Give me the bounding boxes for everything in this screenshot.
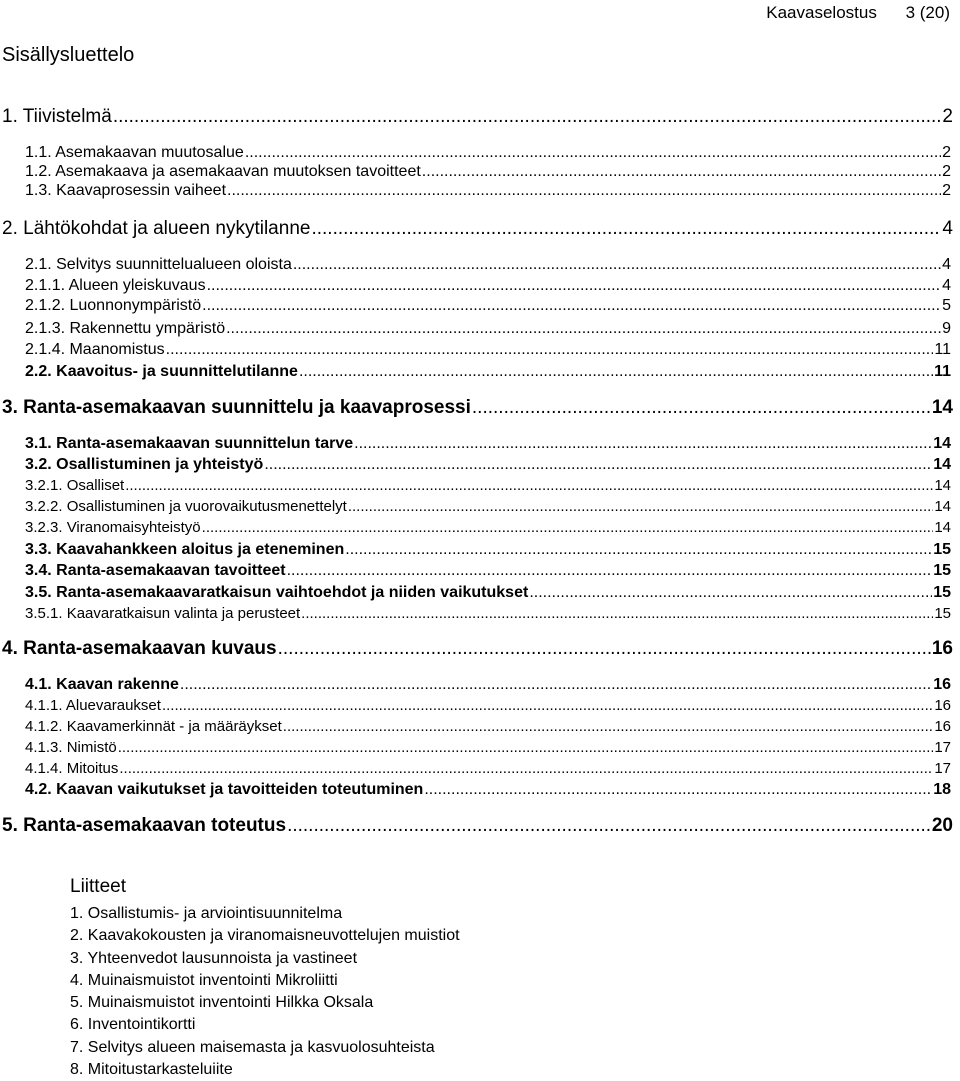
toc-title: Sisällysluettelo: [2, 44, 135, 66]
toc-entry[interactable]: 3.5.1. Kaavaratkaisun valinta ja perusteet ..... 15: [25, 605, 951, 622]
appendix-list: [70, 903, 460, 1081]
toc-entry[interactable]: 4.1.4. Mitoitus ..... 17: [25, 760, 951, 777]
toc-entry[interactable]: 3.2.2. Osallistuminen ja vuorovaikutusmenettelyt ..... 14: [25, 498, 951, 515]
list-item: 4. Muinaismuistot inventointi Mikroliitti: [70, 971, 338, 989]
toc-entry[interactable]: 4.2. Kaavan vaikutukset ja tavoitteiden toteutuminen ..... 18: [25, 781, 951, 799]
toc-entry[interactable]: 4.1.1. Aluevaraukset ..... 16: [25, 697, 951, 714]
toc-entry[interactable]: 3.3. Kaavahankkeen aloitus ja eteneminen ..... 15: [25, 541, 951, 559]
toc-entry[interactable]: 3.2.3. Viranomaisyhteistyö ..... 14: [25, 519, 951, 536]
list-item: 1. Osallistumis- ja arviointisuunnitelma: [70, 905, 343, 922]
list-item: 5. Muinaismuistot inventointi Hilkka Oksala: [70, 994, 374, 1012]
toc-entry[interactable]: 3.2.1. Osalliset ..... 14: [25, 477, 951, 494]
toc-entry[interactable]: 2.2. Kaavoitus- ja suunnittelutilanne ..... 11: [25, 363, 951, 381]
toc-entry[interactable]: 3.1. Ranta-asemakaavan suunnittelun tarve ..... 14: [25, 435, 951, 453]
toc-entry[interactable]: 2. Lähtökohdat ja alueen nykytilanne ..... 4: [2, 218, 953, 240]
toc-entry[interactable]: 3.4. Ranta-asemakaavan tavoitteet ..... 15: [25, 562, 951, 580]
list-item: 6. Inventointikortti: [70, 1016, 196, 1034]
toc-entry[interactable]: 1.1. Asemakaavan muutosalue ..... 2: [25, 144, 951, 162]
toc-entry[interactable]: 5. Ranta-asemakaavan toteutus ..... 20: [2, 815, 953, 837]
toc-entry[interactable]: 4. Ranta-asemakaavan kuvaus ..... 16: [2, 638, 953, 660]
toc-entry[interactable]: 2.1.1. Alueen yleiskuvaus ..... 4: [25, 277, 951, 295]
list-item: 2. Kaavakokousten ja viranomaisneuvottelujen muistiot: [70, 927, 460, 945]
toc-entry[interactable]: 2.1.2. Luonnonympäristö ..... 5: [25, 297, 951, 315]
toc-entry[interactable]: 1.3. Kaavaprosessin vaiheet ..... 2: [25, 182, 951, 200]
toc-entry[interactable]: 2.1.4. Maanomistus ..... 11: [25, 341, 951, 359]
list-item: 8. Mitoitustarkasteluiite: [70, 1061, 233, 1079]
toc-entry[interactable]: 1. Tiivistelmä ..... 2: [2, 106, 953, 128]
toc-entry[interactable]: 4.1.2. Kaavamerkinnät - ja määräykset ..... 16: [25, 718, 951, 735]
page-header: [766, 3, 950, 23]
list-item: 7. Selvitys alueen maisemasta ja kasvuolosuhteista: [70, 1038, 435, 1056]
appendix-title: Liitteet: [70, 876, 126, 897]
toc-entry[interactable]: 3. Ranta-asemakaavan suunnittelu ja kaavaprosessi ..... 14: [2, 397, 953, 419]
page-number: 3 (20): [905, 3, 950, 22]
toc-entry[interactable]: 3.5. Ranta-asemakaavaratkaisun vaihtoehdot ja niiden vaikutukset ..... 15: [25, 584, 951, 602]
toc-entry[interactable]: 3.2. Osallistuminen ja yhteistyö ..... 14: [25, 456, 951, 474]
toc-entry[interactable]: 2.1. Selvitys suunnittelualueen oloista ..... 4: [25, 256, 951, 274]
toc-entry[interactable]: 2.1.3. Rakennettu ympäristö ..... 9: [25, 320, 951, 338]
toc-entry[interactable]: 4.1. Kaavan rakenne ..... 16: [25, 676, 951, 694]
list-item: 3. Yhteenvedot lausunnoista ja vastineet: [70, 949, 358, 967]
document-title: Kaavaselostus: [766, 3, 877, 22]
toc-entry[interactable]: 1.2. Asemakaava ja asemakaavan muutoksen tavoitteet ..... 2: [25, 163, 951, 181]
toc-entry[interactable]: 4.1.3. Nimistö ..... 17: [25, 739, 951, 756]
